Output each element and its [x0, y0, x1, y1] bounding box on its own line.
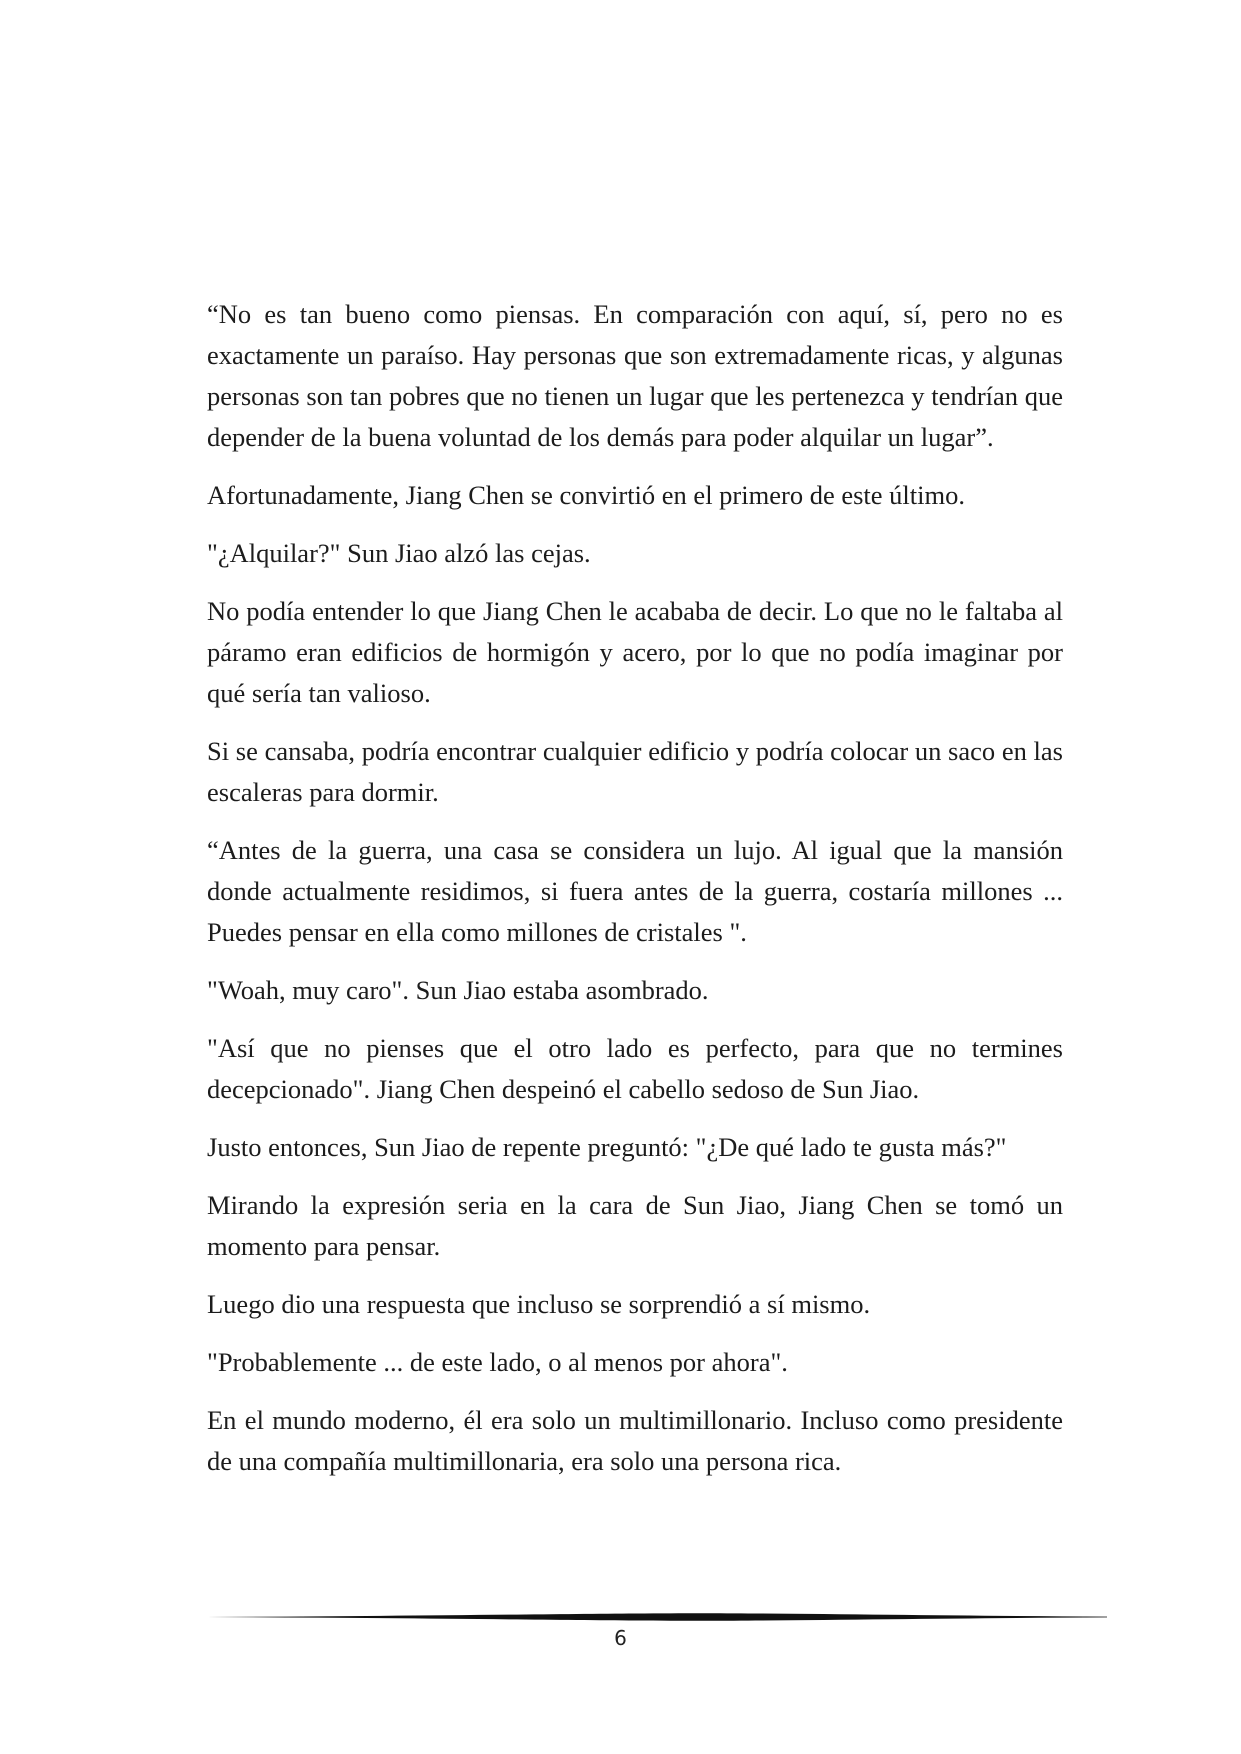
body-text: [207, 294, 1063, 1499]
footer-divider: [207, 1612, 1107, 1622]
paragraph: No podía entender lo que Jiang Chen le acababa de decir. Lo que no le faltaba al páramo eran edificios de hormigón y acero, por lo que no podía imaginar por qué sería tan valioso.: [207, 596, 1063, 708]
paragraph: En el mundo moderno, él era solo un multimillonario. Incluso como presidente de una compañía multimillonaria, era solo una persona rica.: [207, 1405, 1063, 1476]
page-number: 6: [614, 1626, 627, 1650]
paragraph: Afortunadamente, Jiang Chen se convirtió en el primero de este último.: [207, 480, 965, 510]
paragraph: "Así que no pienses que el otro lado es perfecto, para que no termines decepcionado". Jiang Chen despeinó el cabello sedoso de Sun Jiao.: [207, 1033, 1063, 1104]
paragraph: Mirando la expresión seria en la cara de Sun Jiao, Jiang Chen se tomó un momento para pensar.: [207, 1190, 1063, 1261]
paragraph: “Antes de la guerra, una casa se considera un lujo. Al igual que la mansión donde actualmente residimos, si fuera antes de la guerra, costaría millones ... Puedes pensar en ella como millones de cristales ".: [207, 835, 1063, 947]
paragraph: “No es tan bueno como piensas. En comparación con aquí, sí, pero no es exactamente un paraíso. Hay personas que son extremadamente ricas, y algunas personas son tan pobres que no tienen un lugar que les pertenezca y tendrían que depender de la buena voluntad de los demás para poder alquilar un lugar”.: [207, 299, 1063, 452]
paragraph: "Probablemente ... de este lado, o al menos por ahora".: [207, 1347, 788, 1377]
paragraph: "Woah, muy caro". Sun Jiao estaba asombrado.: [207, 975, 709, 1005]
paragraph: "¿Alquilar?" Sun Jiao alzó las cejas.: [207, 538, 591, 568]
footer-divider-shape: [207, 1613, 1107, 1621]
paragraph: Justo entonces, Sun Jiao de repente preguntó: "¿De qué lado te gusta más?": [207, 1132, 1007, 1162]
paragraph: Si se cansaba, podría encontrar cualquier edificio y podría colocar un saco en las escaleras para dormir.: [207, 736, 1063, 807]
paragraph: Luego dio una respuesta que incluso se sorprendió a sí mismo.: [207, 1289, 871, 1319]
